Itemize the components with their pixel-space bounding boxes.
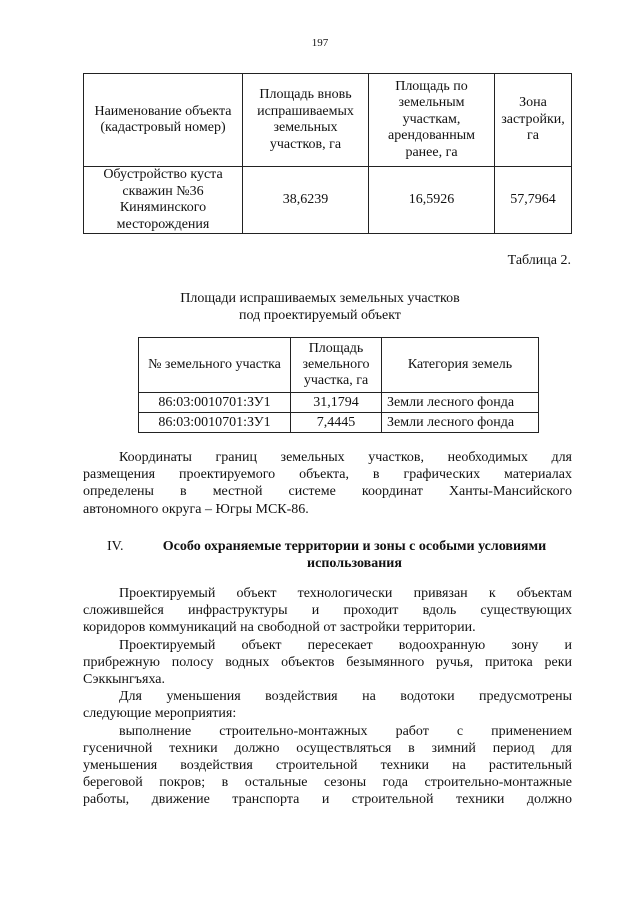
section-title	[137, 538, 572, 572]
text-line: береговой покров; в остальные сезоны года строительно-монтажные	[83, 775, 572, 791]
table-header-cell: Зона застройки, га	[495, 74, 572, 167]
text-line: коридоров коммуникаций на свободной от застройки территории.	[83, 620, 476, 636]
body-text	[83, 585, 572, 809]
table-cell: 57,7964	[495, 167, 572, 234]
table-header-cell: Категория земель	[382, 338, 539, 393]
text-line: сложившейся инфраструктуры и проходит вдоль существующих	[83, 603, 572, 619]
table-cell: Земли лесного фонда	[382, 393, 539, 413]
table-row	[139, 413, 539, 433]
table-header-cell: Площадь по земельным участкам, арендованным ранее, га	[369, 74, 495, 167]
table-row	[139, 393, 539, 413]
text-line: Сэккынгъяха.	[83, 672, 165, 688]
page-number: 197	[311, 37, 329, 49]
table-header-row	[139, 338, 539, 393]
table-header-cell: Площадь вновь испрашиваемых земельных участков, га	[243, 74, 369, 167]
table-title-line: Площади испрашиваемых земельных участков	[180, 291, 460, 306]
section-title-line: Особо охраняемые территории и зоны с особыми условиями	[162, 539, 547, 554]
table-cell: 38,6239	[243, 167, 369, 234]
text-line: прибрежную полосу водных объектов безымянного ручья, притока реки	[83, 654, 572, 670]
table-title-line: под проектируемый объект	[239, 308, 401, 323]
area-summary-table	[83, 73, 572, 234]
table-cell: 86:03:0010701:ЗУ1	[139, 393, 291, 413]
land-plots-table	[138, 337, 539, 433]
text-line: выполнение строительно-монтажных работ с применением	[119, 723, 572, 739]
coordinates-paragraph	[83, 449, 572, 518]
table-header-cell: Площадь земельного участка, га	[291, 338, 382, 393]
text-line: Координаты границ земельных участков, необходимых для	[119, 450, 572, 465]
table-header-cell: Наименование объекта (кадастровый номер)	[84, 74, 243, 167]
text-line: гусеничной техники должно осуществляться в зимний период для	[83, 740, 572, 756]
table-header-cell: № земельного участка	[139, 338, 291, 393]
section-number: IV.	[107, 539, 124, 554]
text-line: уменьшения воздействия строительной техники на растительный	[83, 758, 572, 774]
text-line: размещения проектируемого объекта, в графических материалах	[83, 467, 572, 483]
text-line: определены в местной системе координат Ханты-Мансийского	[83, 484, 572, 500]
text-line: работы, движение транспорта и строительной техники должно	[83, 792, 572, 808]
text-line: автономного округа – Югры МСК-86.	[83, 501, 309, 517]
text-line: Проектируемый объект пересекает водоохранную зону и	[119, 637, 572, 653]
table-label: Таблица 2.	[507, 253, 571, 268]
table-header-row	[84, 74, 572, 167]
table-cell: 7,4445	[291, 413, 382, 433]
section-title-line: использования	[307, 556, 402, 571]
table-cell: 86:03:0010701:ЗУ1	[139, 413, 291, 433]
text-line: Проектируемый объект технологически привязан к объектам	[119, 586, 572, 601]
table-cell: Земли лесного фонда	[382, 413, 539, 433]
table-cell: 16,5926	[369, 167, 495, 234]
text-line: Для уменьшения воздействия на водотоки предусмотрены	[119, 689, 572, 705]
table-row	[84, 167, 572, 234]
table-cell: 31,1794	[291, 393, 382, 413]
table-cell: Обустройство куста скважин №36 Киняминского месторождения	[84, 167, 243, 234]
table-title	[0, 290, 640, 324]
text-line: следующие мероприятия:	[83, 706, 237, 722]
